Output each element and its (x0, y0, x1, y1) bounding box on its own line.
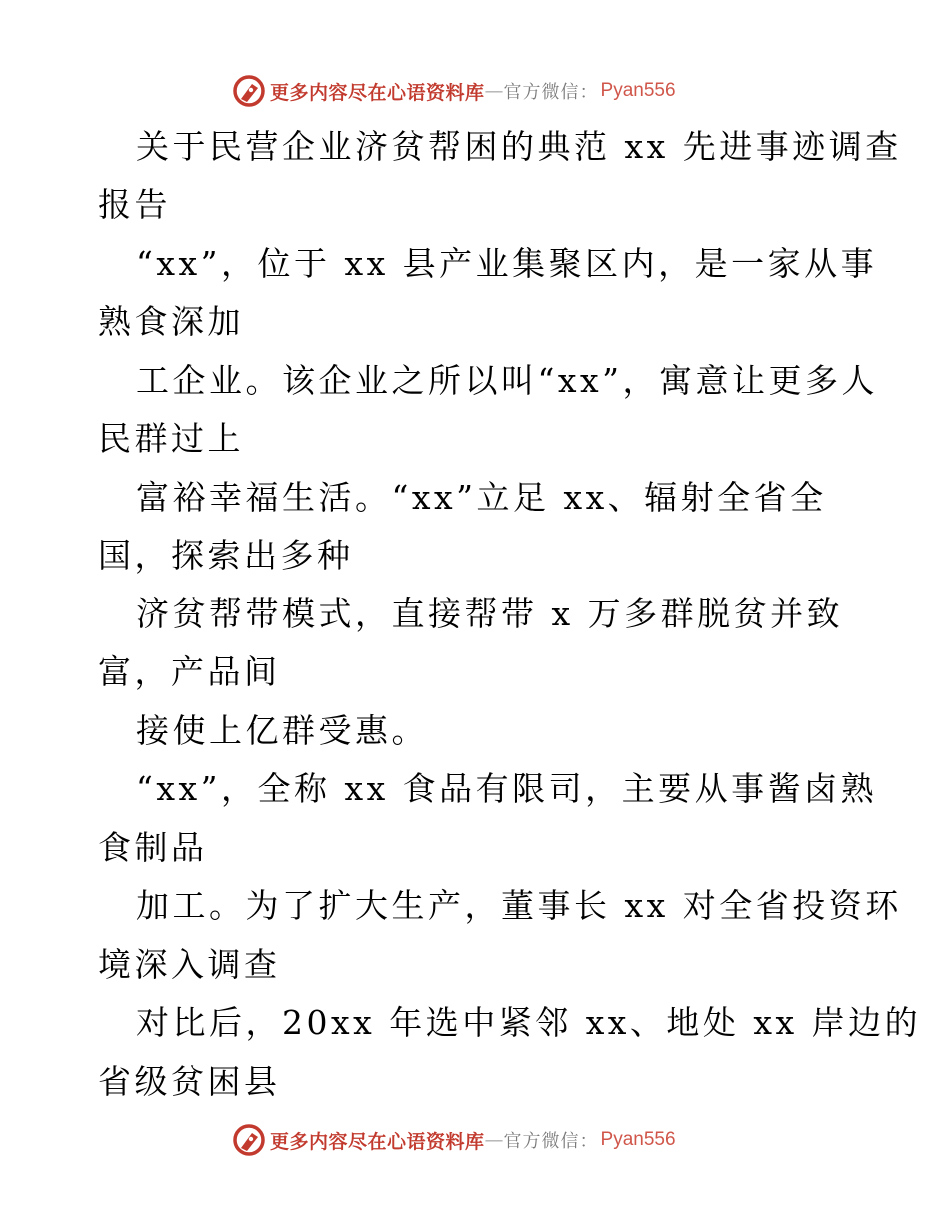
text-line: “xx”，全称 xx 食品有限司，主要从事酱卤熟 (136, 769, 878, 808)
text-line: 富裕幸福生活。“xx”立足 xx、辐射全省全 (136, 478, 827, 517)
footer-banner (232, 1123, 676, 1157)
text-line: 加工。为了扩大生产，董事长 xx 对全省投资环 (136, 886, 902, 925)
header-banner (232, 74, 676, 108)
banner-separator: — (484, 1129, 504, 1151)
text-line: 济贫帮带模式，直接帮带 x 万多群脱贫并致 (136, 594, 844, 633)
text-line: “xx”，位于 xx 县产业集聚区内，是一家从事 (136, 244, 878, 283)
text-line: 国，探索出多种 (98, 536, 354, 575)
text-line: 富，产品间 (98, 652, 281, 691)
brand-text: 更多内容尽在心语资料库 (270, 1130, 485, 1153)
brand-text: 更多内容尽在心语资料库 (270, 81, 485, 104)
wechat-id: Pyan556 (600, 80, 676, 101)
text-line: 熟食深加 (98, 302, 244, 341)
wechat-label: 官方微信： (503, 82, 599, 103)
wechat-id: Pyan556 (600, 1129, 676, 1150)
pen-nib-circle-icon (232, 1123, 266, 1157)
title-line-1: 关于民营企业济贫帮困的典范 xx 先进事迹调查 (136, 127, 902, 166)
title-line-2: 报告 (98, 185, 171, 224)
text-line: 接使上亿群受惠。 (136, 711, 428, 750)
text-line: 境深入调查 (98, 945, 281, 984)
pen-nib-circle-icon (232, 74, 266, 108)
banner-separator: — (484, 80, 504, 102)
text-line: 工企业。该企业之所以叫“xx”，寓意让更多人 (136, 361, 878, 400)
text-line: 民群过上 (98, 419, 244, 458)
text-line: 省级贫困县 (98, 1062, 281, 1101)
wechat-label: 官方微信： (503, 1131, 599, 1152)
text-line: 对比后，20xx 年选中紧邻 xx、地处 xx 岸边的 (136, 1003, 922, 1042)
text-line: 食制品 (98, 828, 208, 867)
